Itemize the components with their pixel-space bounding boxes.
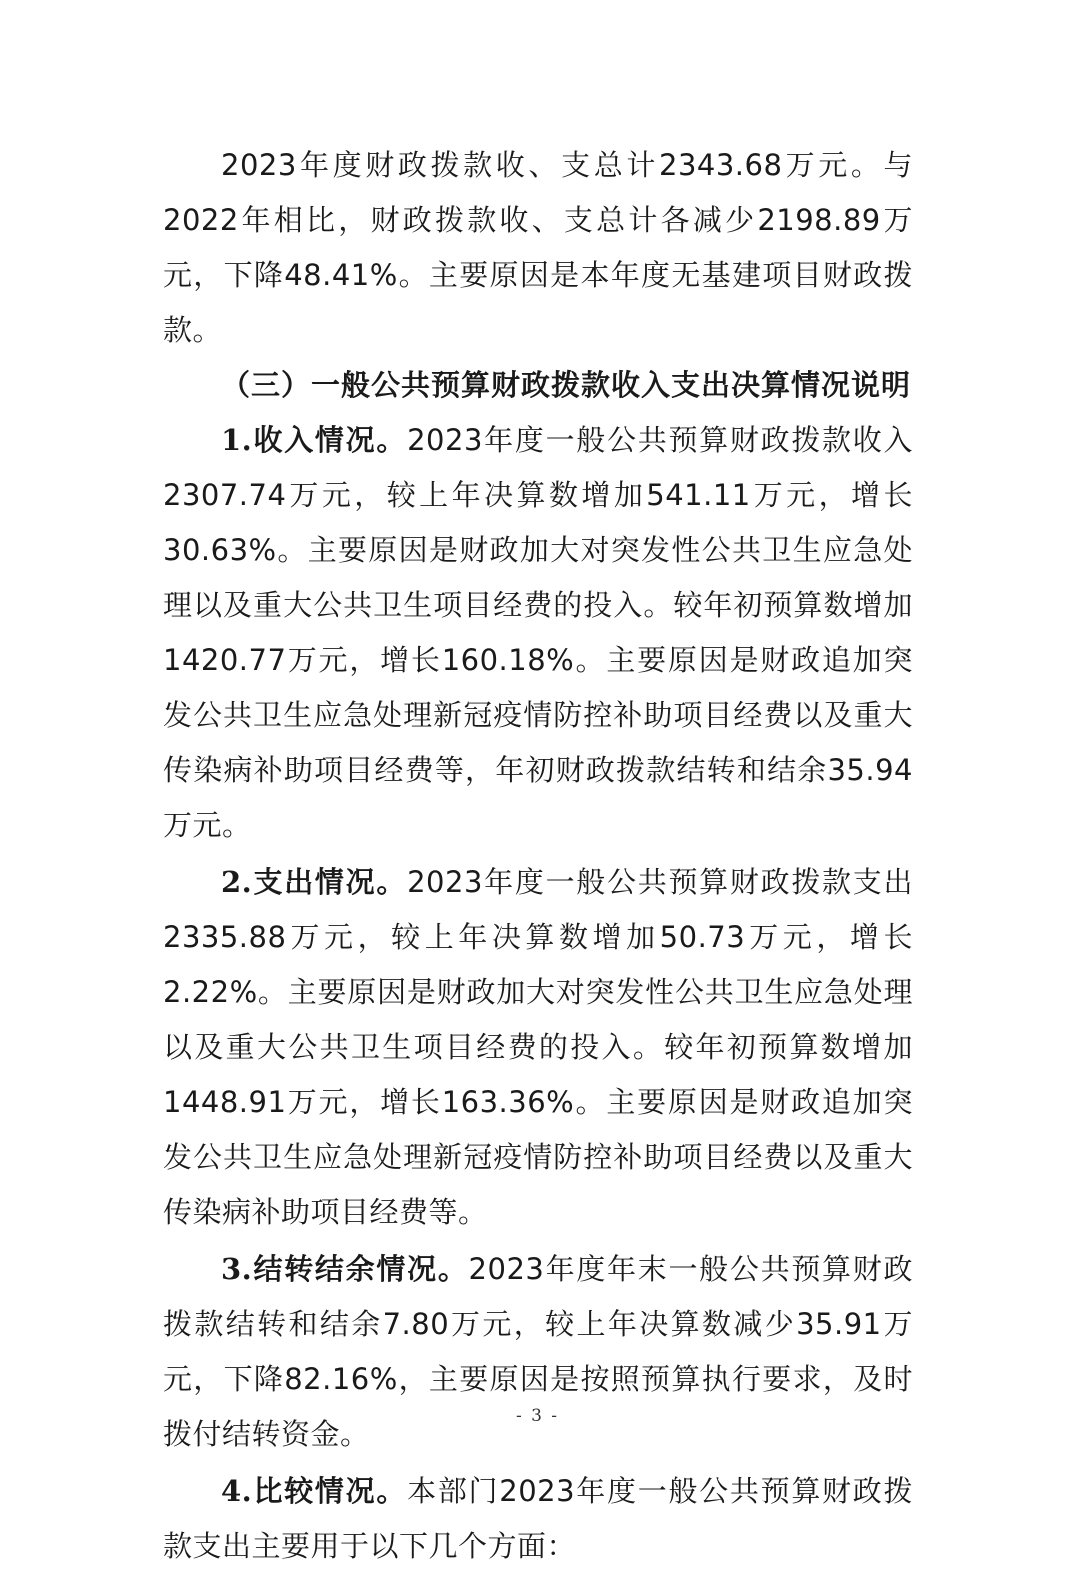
expenditure-lead: 2.支出情况。 xyxy=(221,865,408,899)
income-paragraph xyxy=(163,413,913,853)
expenditure-body: 2023年度一般公共预算财政拨款支出2335.88万元，较上年决算数增加50.73万元，增长2.22%。主要原因是财政加大对突发性公共卫生应急处理以及重大公共卫生项目经费的投入。较年初预算数增加1448.91万元，增长163.36%。主要原因是财政追加突发公共卫生应急处理新冠疫情防控补助项目经费以及重大传染病补助项目经费等。 xyxy=(163,865,913,1229)
section-heading: （三）一般公共预算财政拨款收入支出决算情况说明 xyxy=(221,368,912,402)
carryover-body: 2023年度年末一般公共预算财政拨款结转和结余7.80万元，较上年决算数减少35.91万元，下降82.16%，主要原因是按照预算执行要求，及时拨付结转资金。 xyxy=(163,1252,913,1451)
page-number: - 3 - xyxy=(515,1406,560,1426)
comparison-body: 本部门2023年度一般公共预算财政拨款支出主要用于以下几个方面： xyxy=(163,1474,913,1563)
comparison-lead: 4.比较情况。 xyxy=(221,1474,408,1508)
expenditure-paragraph xyxy=(163,855,913,1240)
income-body: 2023年度一般公共预算财政拨款收入2307.74万元，较上年决算数增加541.11万元，增长30.63%。主要原因是财政加大对突发性公共卫生应急处理以及重大公共卫生项目经费的投入。较年初预算数增加1420.77万元，增长160.18%。主要原因是财政追加突发公共卫生应急处理新冠疫情防控补助项目经费以及重大传染病补助项目经费等，年初财政拨款结转和结余35.94万元。 xyxy=(163,423,913,842)
comparison-paragraph xyxy=(163,1464,913,1574)
carryover-lead: 3.结转结余情况。 xyxy=(221,1252,469,1286)
intro-paragraph: 2023年度财政拨款收、支总计2343.68万元。与2022年相比，财政拨款收、支总计各减少2198.89万元，下降48.41%。主要原因是本年度无基建项目财政拨款。 xyxy=(163,148,913,347)
income-lead: 1.收入情况。 xyxy=(221,423,408,457)
carryover-paragraph xyxy=(163,1242,913,1462)
document-body xyxy=(163,138,913,1574)
